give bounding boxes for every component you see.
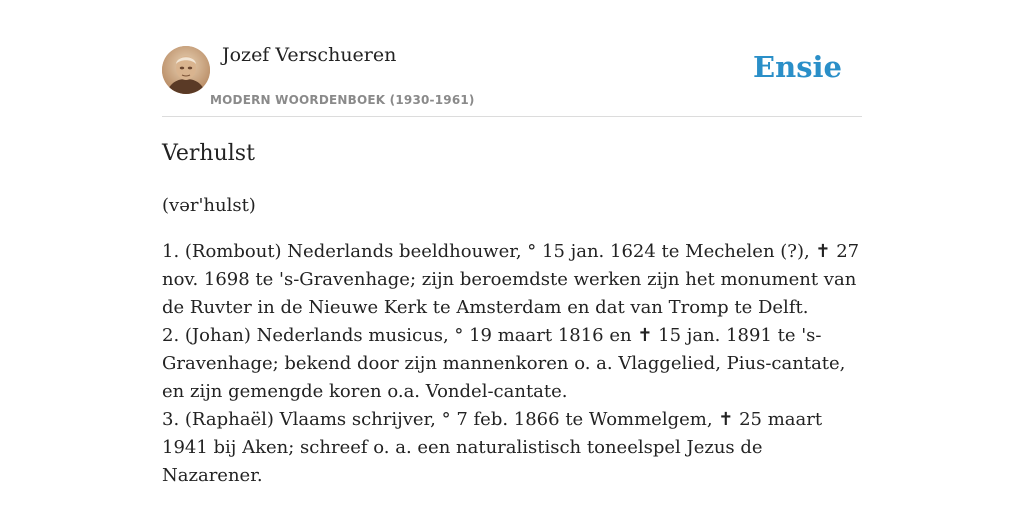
entry-title: Verhulst	[162, 141, 255, 166]
author-portrait-image	[162, 46, 210, 94]
author-name[interactable]: Jozef Verschueren	[222, 44, 397, 66]
dictionary-source[interactable]: MODERN WOORDENBOEK (1930-1961)	[210, 93, 475, 107]
author-avatar[interactable]	[162, 46, 210, 94]
entry-definitions	[162, 238, 862, 490]
dictionary-entry	[162, 138, 862, 490]
header	[162, 40, 862, 117]
definition-item: 3. (Raphaël) Vlaams schrijver, ° 7 feb. 1866 te Wommelgem, ✝ 25 maart 1941 bij Aken; schreef o. a. een naturalistisch toneelspel Jezus de Nazarener.	[162, 409, 823, 486]
entry-pronunciation: (vər'hulst)	[162, 195, 256, 216]
ensie-logo[interactable]: Ensie	[753, 50, 842, 84]
definition-item: 1. (Rombout) Nederlands beeldhouwer, ° 15 jan. 1624 te Mechelen (?), ✝ 27 nov. 1698 te 's-Gravenhage; zijn beroemdste werken zijn het monument van de Ruvter in de Nieuwe Kerk te Amsterdam en dat van Tromp te Delft.	[162, 241, 860, 318]
definition-item: 2. (Johan) Nederlands musicus, ° 19 maart 1816 en ✝ 15 jan. 1891 te 's-Gravenhage; bekend door zijn mannenkoren o. a. Vlaggelied, Pius-cantate, en zijn gemengde koren o.a. Vondel-cantate.	[162, 325, 846, 402]
